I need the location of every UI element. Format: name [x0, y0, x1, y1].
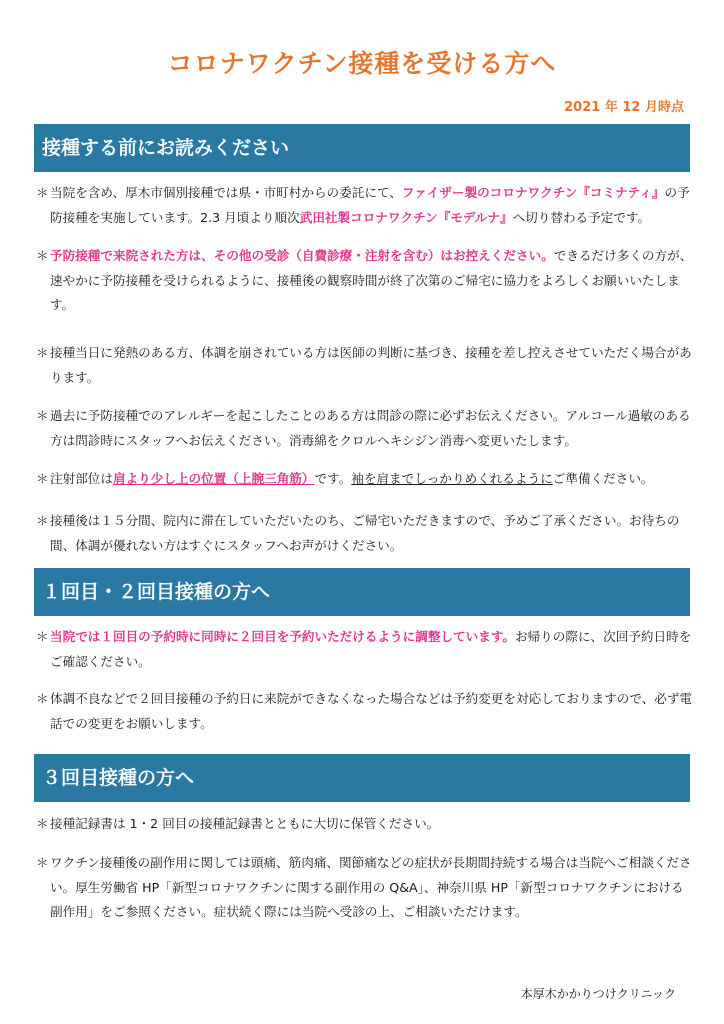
item-text: 当院を含め、厚木市個別接種では県・市町村からの委託にて、ファイザー製のコロナワクチン『コミナティ』の予防接種を実施しています。2.3 月頃より順次武田社製コロナワクチン『モデルナ』へ切り替わる予定です。 — [50, 185, 690, 225]
item-text: 当院では１回目の予約時に同時に２回目を予約いただけるように調整しています。お帰りの際に、次回予約日時をご確認ください。 — [50, 629, 692, 669]
list-item — [36, 851, 694, 925]
page-title: コロナワクチン接種を受ける方へ — [167, 49, 557, 78]
list-item — [36, 467, 694, 492]
booking-highlight: 当院では１回目の予約時に同時に２回目を予約いただけるように調整しています。 — [50, 629, 515, 644]
section-header-first-second-dose: １回目・２回目接種の方へ — [34, 568, 690, 616]
list-item — [36, 181, 694, 230]
item-text: 予防接種で来院された方は、その他の受診（自費診療・注射を含む）はお控えください。できるだけ多くの方が、速やかに予防接種を受けられるように、接種後の観察時間が終了次第のご帰宅に協力をよろしくお願いいたします。 — [50, 248, 693, 312]
list-item — [36, 404, 694, 453]
bullet-icon: ＊ — [36, 816, 49, 831]
list-item — [36, 341, 694, 390]
list-item — [36, 625, 694, 674]
list-item — [36, 509, 694, 558]
section-header-third-dose: ３回目接種の方へ — [34, 754, 690, 802]
list-item — [36, 812, 694, 837]
bullet-icon: ＊ — [36, 345, 49, 360]
bullet-icon: ＊ — [36, 855, 49, 870]
item-text: 接種記録書は 1・2 回目の接種記録書とともに大切に保管ください。 — [50, 816, 440, 831]
date-label: 2021 年 12 月時点 — [564, 100, 684, 115]
clinic-name: 本厚木かかりつけクリニック — [520, 987, 676, 1001]
bullet-icon: ＊ — [36, 513, 49, 528]
item-text: 注射部位は肩より少し上の位置（上腕三角筋）です。袖を肩までしっかりめくれるようにご準備ください。 — [50, 471, 654, 486]
section-header-before-vaccination: 接種する前にお読みください — [34, 124, 690, 172]
moderna-highlight: 武田社製コロナワクチン『モデルナ』 — [299, 209, 513, 225]
list-item — [36, 244, 694, 318]
other-consultation-warning: 予防接種で来院された方は、その他の受診（自費診療・注射を含む）はお控えください。 — [50, 248, 554, 263]
item-text: 体調不良などで２回目接種の予約日に来院ができなくなった場合などは予約変更を対応しておりますので、必ず電話での変更をお願いします。 — [50, 691, 693, 731]
item-text: 過去に予防接種でのアレルギーを起こしたことのある方は問診の際に必ずお伝えください。アルコール過敏のある方は問診時にスタッフへお伝えください。消毒綿をクロルヘキシジン消毒へ変更いたします。 — [50, 408, 691, 448]
bullet-icon: ＊ — [36, 691, 49, 706]
item-text: 接種後は１５分間、院内に滞在していただいたのち、ご帰宅いただきますので、予めご了承ください。お待ちの間、体調が優れない方はすぐにスタッフへお声がけください。 — [50, 513, 680, 553]
bullet-icon: ＊ — [36, 248, 49, 263]
bullet-icon: ＊ — [36, 408, 49, 423]
bullet-icon: ＊ — [36, 185, 49, 200]
pfizer-highlight: ファイザー製のコロナワクチン『コミナティ』 — [401, 185, 665, 200]
injection-site-highlight: 肩より少し上の位置（上腕三角筋） — [112, 471, 315, 486]
item-text: 接種当日に発熱のある方、体調を崩されている方は医師の判断に基づき、接種を差し控えさせていただく場合があります。 — [50, 345, 692, 385]
sleeve-note: 袖を肩までしっかりめくれるように — [351, 471, 553, 486]
item-text: ワクチン接種後の副作用に関しては頭痛、筋肉痛、関節痛などの症状が長期間持続する場合は当院へご相談ください。厚生労働省 HP「新型コロナワクチンに関する副作用の Q&A」、神奈川県 HP「新型コロナワクチンにおける副作用」をご参照ください。症状続く際には当院へ受診の上、ご相談いただけます。 — [50, 855, 692, 919]
bullet-icon: ＊ — [36, 471, 49, 486]
list-item — [36, 687, 694, 736]
bullet-icon: ＊ — [36, 629, 49, 644]
